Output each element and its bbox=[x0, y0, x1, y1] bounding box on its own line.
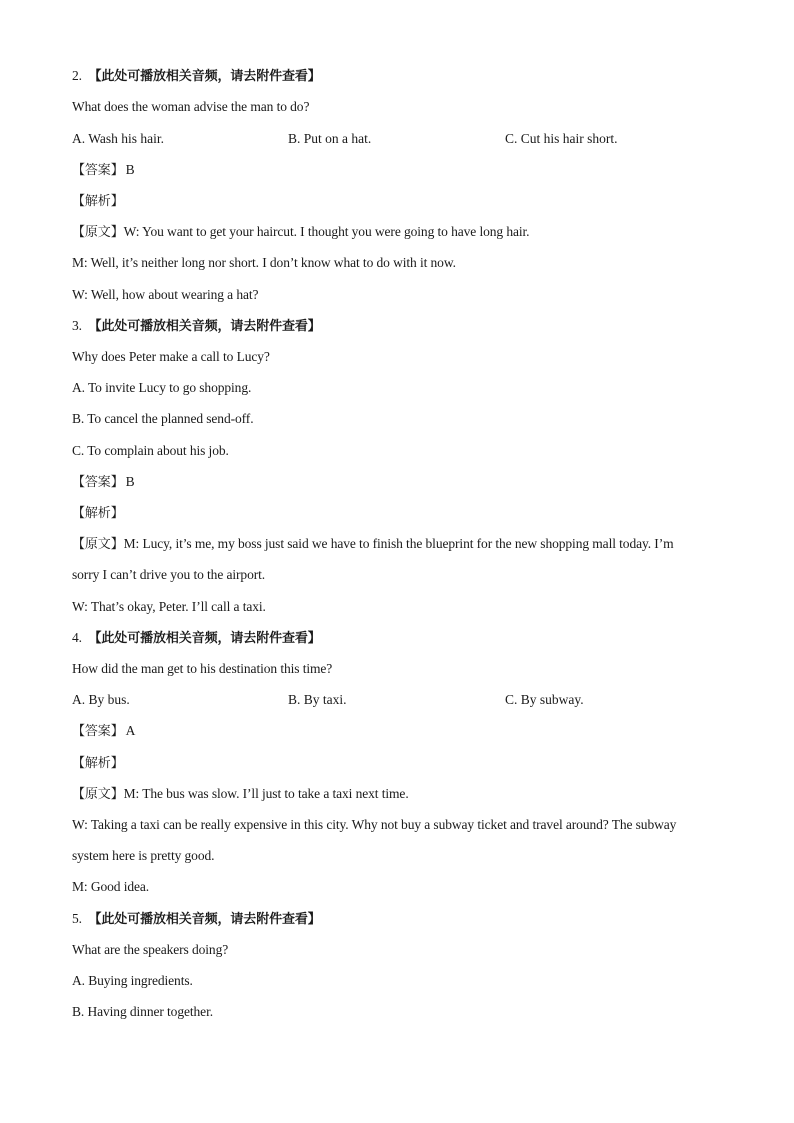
transcript-label: 【原文】 bbox=[72, 537, 124, 552]
audio-link[interactable]: 【此处可播放相关音频，请去附件查看】 bbox=[88, 912, 321, 927]
option-c: C. Cut his hair short. bbox=[505, 131, 618, 146]
question-4-options bbox=[72, 691, 722, 709]
analysis-label: 【解析】 bbox=[72, 756, 124, 771]
answer-label: 【答案】 bbox=[72, 475, 124, 490]
transcript-text: W: You want to get your haircut. I thought you were going to have long hair. bbox=[123, 224, 530, 239]
audio-link[interactable]: 【此处可播放相关音频，请去附件查看】 bbox=[88, 69, 321, 84]
question-3-option-b: B. To cancel the planned send-off. bbox=[72, 411, 254, 426]
answer-label: 【答案】 bbox=[72, 724, 124, 739]
question-5-option-a: A. Buying ingredients. bbox=[72, 973, 193, 988]
answer-value: B bbox=[125, 474, 135, 489]
question-2-transcript-line-2: M: Well, it’s neither long nor short. I don’t know what to do with it now. bbox=[72, 255, 456, 270]
option-a: A. Wash his hair. bbox=[72, 131, 165, 146]
question-4-transcript-line-2: W: Taking a taxi can be really expensive in this city. Why not buy a subway ticket and travel around? The subway bbox=[72, 817, 677, 832]
answer-label: 【答案】 bbox=[72, 163, 124, 178]
option-b: B. By taxi. bbox=[288, 692, 347, 707]
question-3-answer bbox=[72, 473, 135, 492]
question-2-text: What does the woman advise the man to do? bbox=[72, 99, 310, 114]
question-3-analysis-label bbox=[72, 504, 124, 523]
question-4-transcript-line-3: system here is pretty good. bbox=[72, 848, 215, 863]
question-4-analysis-label bbox=[72, 754, 124, 773]
answer-value: B bbox=[125, 162, 135, 177]
question-3-option-c: C. To complain about his job. bbox=[72, 443, 229, 458]
question-3-option-a: A. To invite Lucy to go shopping. bbox=[72, 380, 252, 395]
question-number: 5. bbox=[72, 911, 82, 926]
audio-link[interactable]: 【此处可播放相关音频，请去附件查看】 bbox=[88, 631, 321, 646]
question-2-header bbox=[72, 67, 321, 86]
option-a: A. By bus. bbox=[72, 692, 130, 707]
question-3-header bbox=[72, 317, 321, 336]
question-4-header bbox=[72, 629, 321, 648]
analysis-label: 【解析】 bbox=[72, 194, 124, 209]
question-3-transcript-line-3: W: That’s okay, Peter. I’ll call a taxi. bbox=[72, 599, 266, 614]
question-number: 2. bbox=[72, 68, 82, 83]
question-2-answer bbox=[72, 161, 135, 180]
question-number: 3. bbox=[72, 318, 82, 333]
question-4-text: How did the man get to his destination this time? bbox=[72, 661, 333, 676]
transcript-label: 【原文】 bbox=[72, 787, 124, 802]
transcript-label: 【原文】 bbox=[72, 225, 124, 240]
question-4-answer bbox=[72, 722, 135, 741]
transcript-text: M: Lucy, it’s me, my boss just said we have to finish the blueprint for the new shopping mall today. I’m bbox=[123, 536, 674, 551]
option-b: B. Put on a hat. bbox=[288, 131, 372, 146]
question-number: 4. bbox=[72, 630, 82, 645]
question-5-text: What are the speakers doing? bbox=[72, 942, 229, 957]
transcript-text: M: The bus was slow. I’ll just to take a taxi next time. bbox=[123, 786, 409, 801]
question-3-text: Why does Peter make a call to Lucy? bbox=[72, 349, 270, 364]
question-2-options bbox=[72, 130, 722, 148]
audio-link[interactable]: 【此处可播放相关音频，请去附件查看】 bbox=[88, 319, 321, 334]
question-3-transcript-line-2: sorry I can’t drive you to the airport. bbox=[72, 567, 266, 582]
question-4-transcript-line-4: M: Good idea. bbox=[72, 879, 150, 894]
analysis-label: 【解析】 bbox=[72, 506, 124, 521]
question-4-transcript-line-1 bbox=[72, 785, 409, 804]
option-c: C. By subway. bbox=[505, 692, 584, 707]
question-5-header bbox=[72, 910, 321, 929]
question-2-transcript-line-1 bbox=[72, 223, 529, 242]
answer-value: A bbox=[125, 723, 136, 738]
question-2-transcript-line-3: W: Well, how about wearing a hat? bbox=[72, 287, 259, 302]
question-5-option-b: B. Having dinner together. bbox=[72, 1004, 213, 1019]
question-3-transcript-line-1 bbox=[72, 535, 674, 554]
question-2-analysis-label bbox=[72, 192, 124, 211]
